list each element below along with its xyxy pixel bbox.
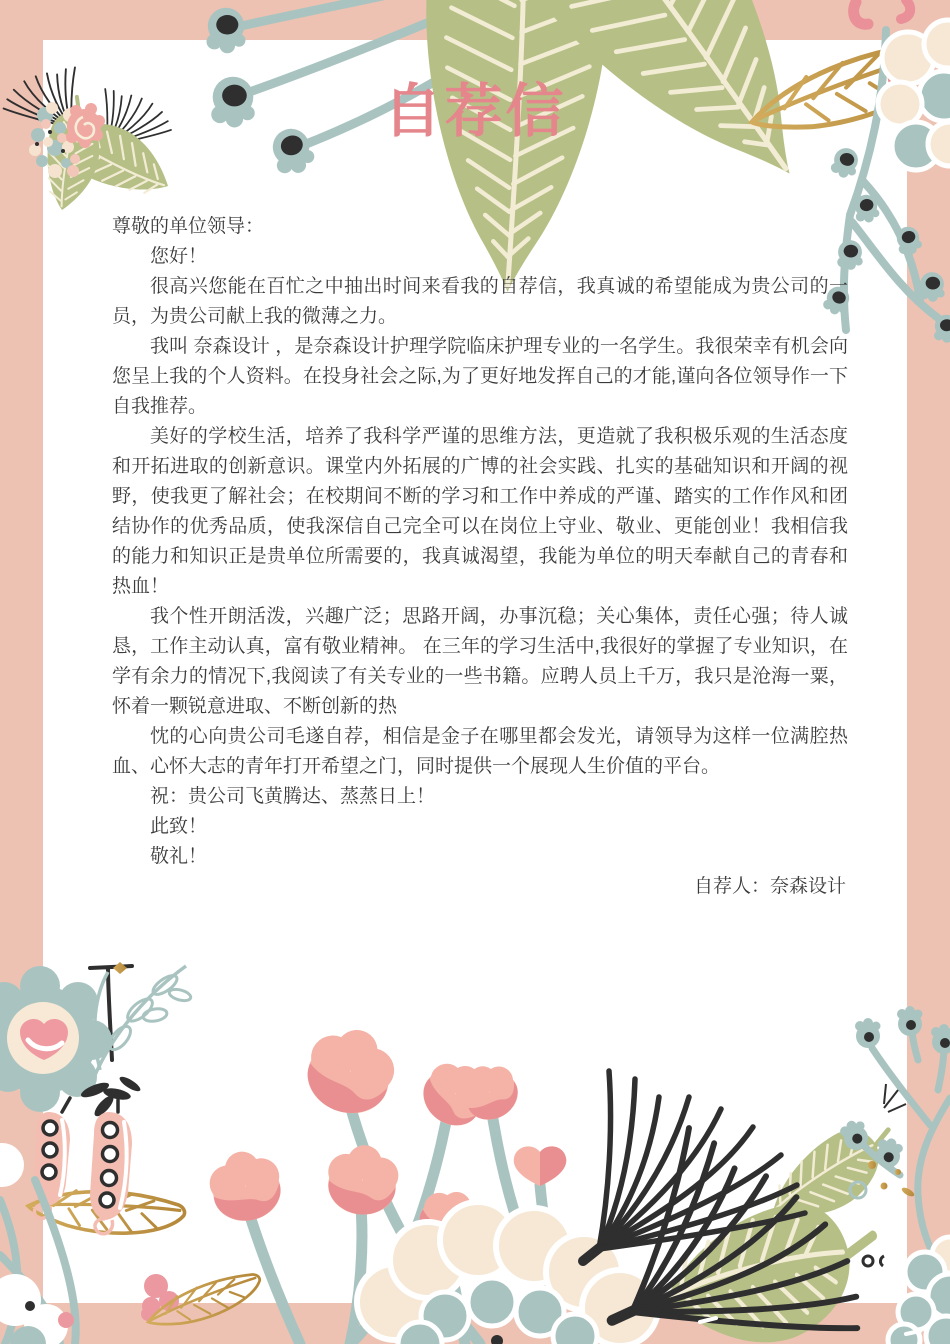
greeting: 您好！: [150, 246, 208, 267]
paragraph-3: 美好的学校生活，培养了我科学严谨的思维方法，更造就了我积极乐观的生活态度和开拓进取的创新意识。课堂内外拓展的广博的社会实践、扎实的基础知识和开阔的视野，使我更了解社会；在校期间不断的学习和工作中养成的严谨、踏实的工作作风和团结协作的优秀品质，使我深信自己完全可以在岗位上守业、敬业、更能创业！我相信我的能力和知识正是贵单位所需要的，我真诚渴望，我能为单位的明天奉献自己的青春和热血！: [112, 426, 848, 597]
paragraph-4: 我个性开朗活泼，兴趣广泛；思路开阔，办事沉稳；关心集体，责任心强；待人诚恳，工作主动认真，富有敬业精神。 在三年的学习生活中,我很好的掌握了专业知识，在学有余力的情况下,我阅读了有关专业的一些书籍。应聘人员上千万，我只是沧海一粟，怀着一颗锐意进取、不断创新的热: [112, 606, 848, 717]
heart-bud: [514, 1146, 567, 1186]
paragraph-5: 忱的心向贵公司毛遂自荐，相信是金子在哪里都会发光，请领导为这样一位满腔热血、心怀大志的青年打开希望之门，同时提供一个展现人生价值的平台。: [112, 726, 848, 777]
page-title: 自荐信: [383, 79, 567, 144]
pink-squiggle-accents: [854, 0, 910, 24]
salute-line: 敬礼！: [150, 846, 208, 867]
signature-line: 自荐人：奈森设计: [693, 876, 846, 897]
closing-line: 此致！: [150, 816, 208, 837]
paragraph-1: 很高兴您能在百忙之中抽出时间来看我的自荐信，我真诚的希望能成为贵公司的一员，为贵公司献上我的微薄之力。: [112, 276, 848, 327]
paragraph-2: 我叫 奈森设计 ，是奈森设计护理学院临床护理专业的一名学生。我很荣幸有机会向您呈上我的个人资料。在投身社会之际,为了更好地发挥自己的才能,谨向各位领导作一下自我推荐。: [112, 336, 848, 417]
berry-sprig-bottom-right: [838, 1006, 950, 1280]
bottom-right-flower: [888, 1237, 950, 1344]
letter-body: [112, 212, 848, 902]
wish-line: 祝：贵公司飞黄腾达、蒸蒸日上！: [150, 786, 436, 807]
salutation: 尊敬的单位领导：: [112, 216, 265, 237]
bottom-left-bouquet: [0, 962, 192, 1344]
